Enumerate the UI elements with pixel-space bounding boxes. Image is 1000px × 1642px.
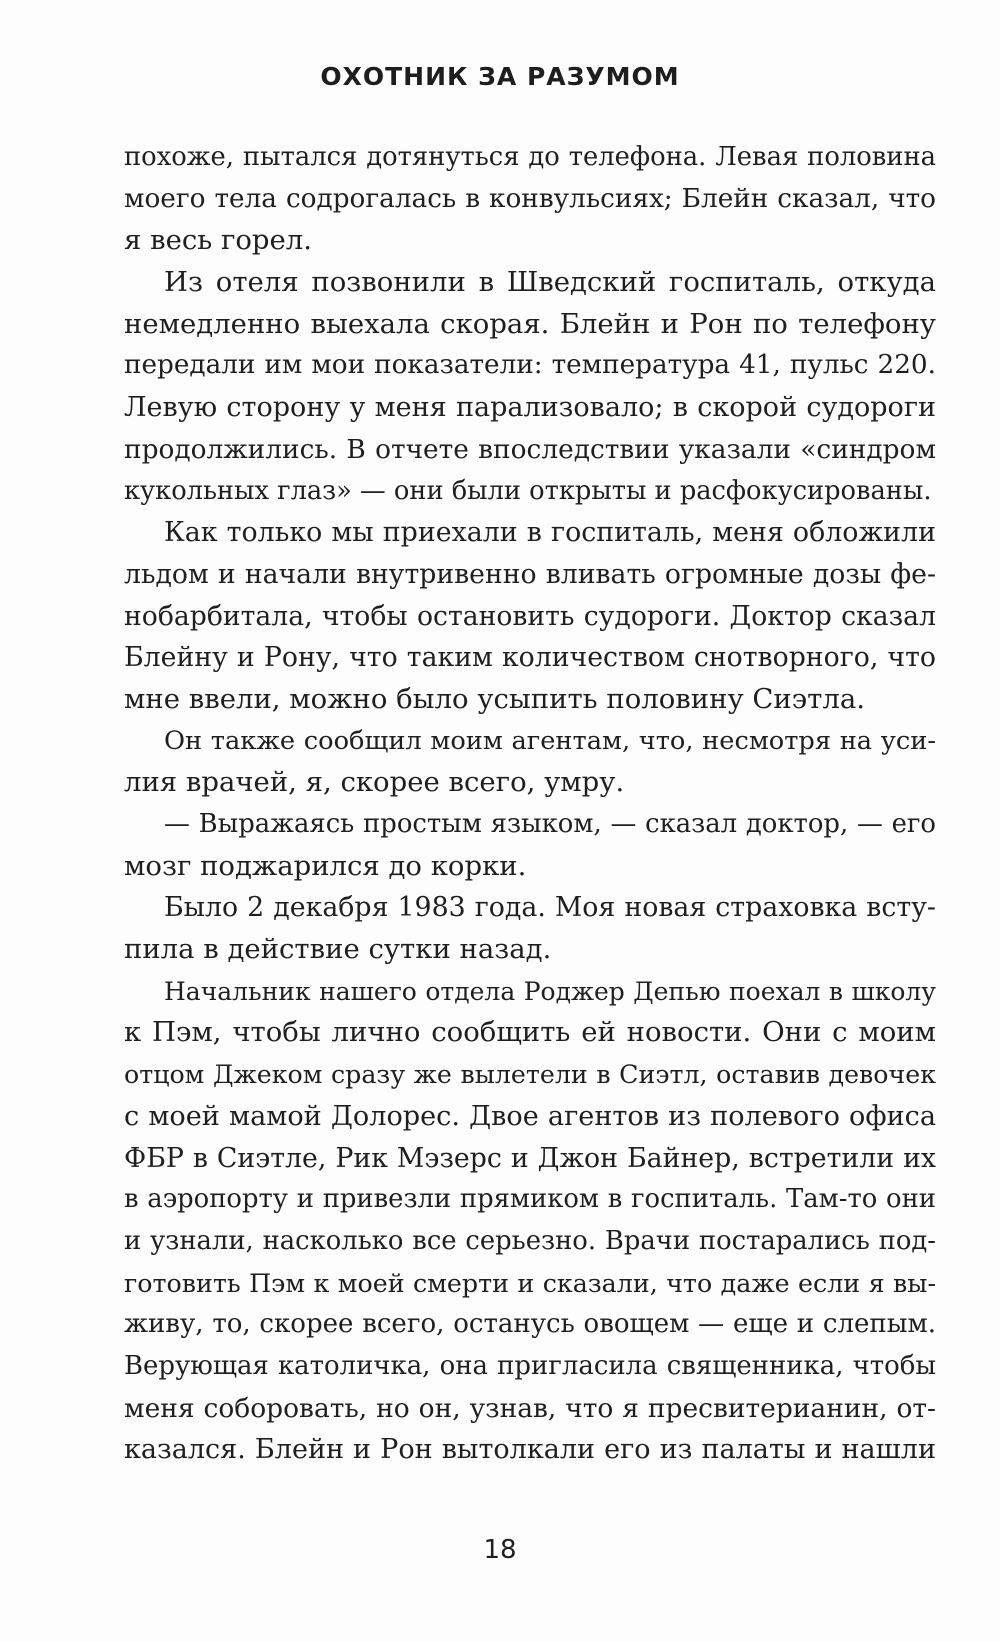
text-line: льдом и начали внутривенно вливать огромные дозы фе- [124, 558, 936, 590]
text-line: Было 2 декабря 1983 года. Моя новая страховка всту- [164, 892, 936, 924]
text-line: Левую сторону у меня парализовало; в скорой судороги [124, 392, 936, 424]
text-line: живу, то, скорее всего, останусь овощем — еще и слепым. [124, 1309, 936, 1340]
text-line: пила в действие сутки назад. [124, 933, 552, 966]
text-line: и узнали, насколько все серьезно. Врачи постарались под- [124, 1225, 936, 1256]
text-line: готовить Пэм к моей смерти и сказали, что даже если я вы- [124, 1267, 936, 1298]
text-line: с моей мамой Долорес. Двое агентов из полевого офиса [124, 1100, 936, 1132]
text-line: мозг поджарился до корки. [124, 849, 527, 882]
text-line: казался. Блейн и Рон вытолкали его из палаты и нашли [124, 1434, 936, 1466]
text-line: в аэропорту и привезли прямиком в госпиталь. Там-то они [124, 1184, 936, 1215]
text-line: отцом Джеком сразу же вылетели в Сиэтл, оставив девочек [124, 1060, 936, 1090]
text-line: моего тела содрогалась в конвульсиях; Блейн сказал, что [124, 183, 936, 214]
text-line: мне ввели, можно было усыпить половину Сиэтла. [124, 682, 865, 715]
running-head: ОХОТНИК ЗА РАЗУМОМ [320, 62, 680, 91]
text-line: ФБР в Сиэтле, Рик Мэзерс и Джон Байнер, встретили их [124, 1142, 936, 1174]
text-line: Начальник нашего отдела Роджер Депью поехал в школу [164, 976, 936, 1006]
text-line: нобарбитала, чтобы остановить судороги. Доктор сказал [124, 600, 936, 632]
text-line: Как только мы приехали в госпиталь, меня обложили [164, 517, 936, 549]
text-line: к Пэм, чтобы лично сообщить ей новости. Они с моим [124, 1016, 936, 1049]
body-text [124, 137, 936, 1471]
text-line: лия врачей, я, скорее всего, умру. [124, 766, 625, 799]
text-line: продолжились. В отчете впоследствии указали «синдром [124, 433, 936, 465]
text-line: — Выражаясь простым языком, — сказал доктор, — его [164, 809, 936, 839]
text-line: похоже, пытался дотянуться до телефона. Левая половина [124, 142, 936, 172]
page-number: 18 [483, 1535, 517, 1565]
text-line: Он также сообщил моим агентам, что, несмотря на уси- [164, 725, 936, 756]
text-line: меня соборовать, но он, узнав, что я пресвитерианин, от- [124, 1392, 936, 1424]
text-line: Из отеля позвонили в Шведский госпиталь, откуда [164, 266, 936, 299]
text-line: я весь горел. [124, 224, 313, 257]
text-line: Блейну и Рону, что таким количеством снотворного, что [124, 642, 936, 674]
text-line: немедленно выехала скорая. Блейн и Рон по телефону [124, 307, 936, 340]
text-line: Верующая католичка, она пригласила священника, чтобы [124, 1350, 936, 1381]
text-line: передали им мои показатели: температура 41, пульс 220. [124, 350, 936, 381]
text-line: кукольных глаз» — они были открыты и расфокусированы. [124, 475, 932, 506]
